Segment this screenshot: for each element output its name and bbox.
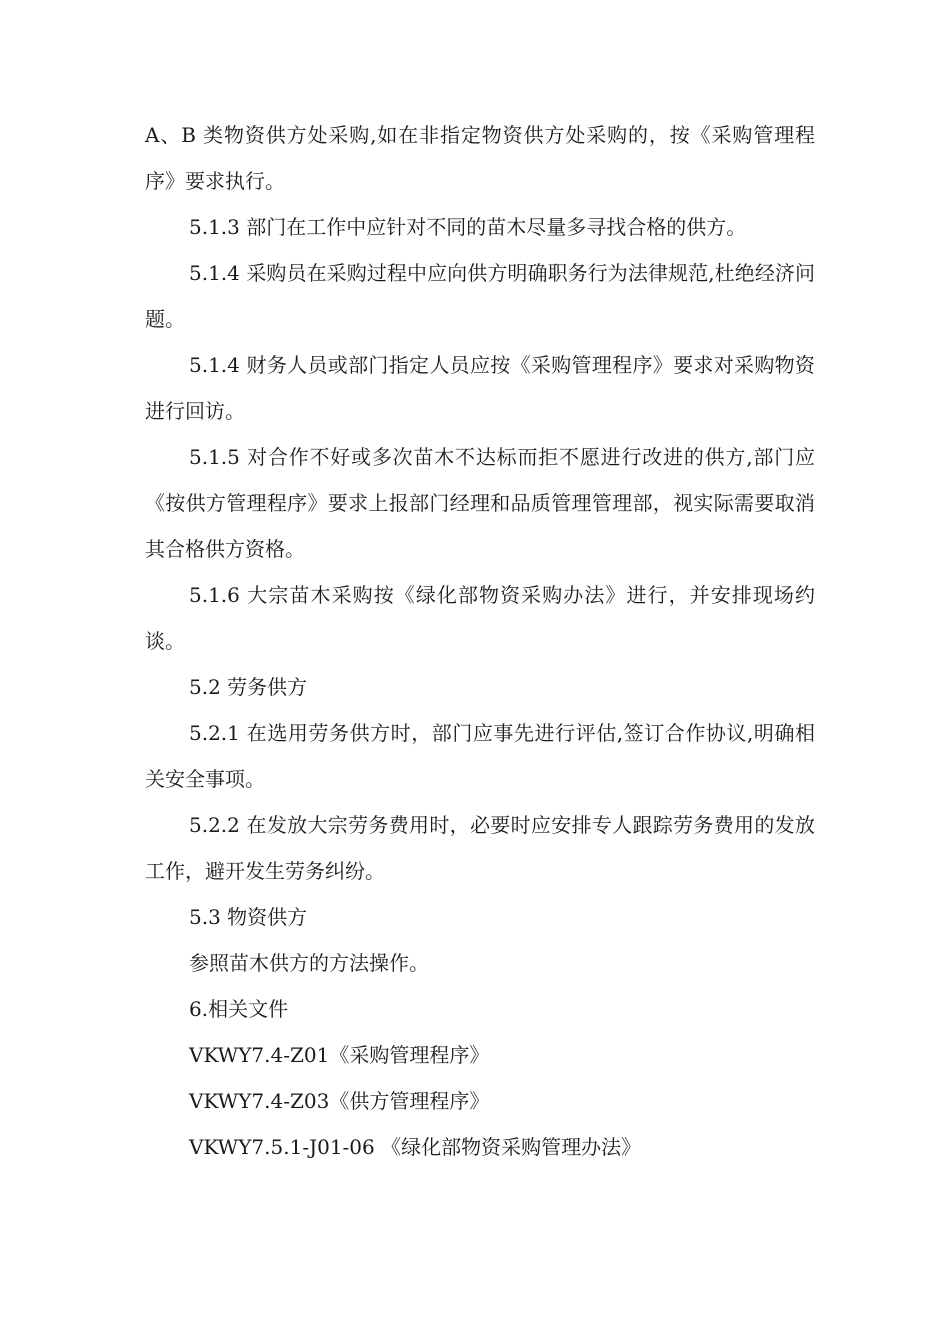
paragraph-5-1-6: 5.1.6 大宗苗木采购按《绿化部物资采购办法》进行，并安排现场约谈。	[145, 583, 815, 653]
paragraph-5-1-5: 5.1.5 对合作不好或多次苗木不达标而拒不愿进行改进的供方,部门应《按供方管理程序》要求上报部门经理和品质管理管理部，视实际需要取消其合格供方资格。	[145, 445, 815, 561]
section-heading-6: 6.相关文件	[189, 997, 289, 1021]
paragraph-5-1-4-a: 5.1.4 采购员在采购过程中应向供方明确职务行为法律规范,杜绝经济问题。	[145, 261, 815, 331]
section-heading-5-2: 5.2 劳务供方	[189, 675, 308, 699]
paragraph-5-1-4-b: 5.1.4 财务人员或部门指定人员应按《采购管理程序》要求对采购物资进行回访。	[145, 353, 815, 423]
reference-document-z03: VKWY7.4-Z03《供方管理程序》	[189, 1089, 490, 1113]
paragraph-5-1-3: 5.1.3 部门在工作中应针对不同的苗木尽量多寻找合格的供方。	[189, 215, 747, 239]
paragraph-5-3-body: 参照苗木供方的方法操作。	[189, 951, 429, 975]
document-body	[145, 112, 815, 1170]
reference-document-j01-06: VKWY7.5.1-J01-06 《绿化部物资采购管理办法》	[189, 1135, 642, 1159]
paragraph-continuation: A、B 类物资供方处采购,如在非指定物资供方处采购的，按《采购管理程序》要求执行。	[145, 123, 815, 193]
section-heading-5-3: 5.3 物资供方	[189, 905, 308, 929]
paragraph-5-2-2: 5.2.2 在发放大宗劳务费用时，必要时应安排专人跟踪劳务费用的发放工作，避开发生劳务纠纷。	[145, 813, 815, 883]
paragraph-5-2-1: 5.2.1 在选用劳务供方时，部门应事先进行评估,签订合作协议,明确相关安全事项。	[145, 721, 815, 791]
reference-document-z01: VKWY7.4-Z01《采购管理程序》	[189, 1043, 490, 1067]
